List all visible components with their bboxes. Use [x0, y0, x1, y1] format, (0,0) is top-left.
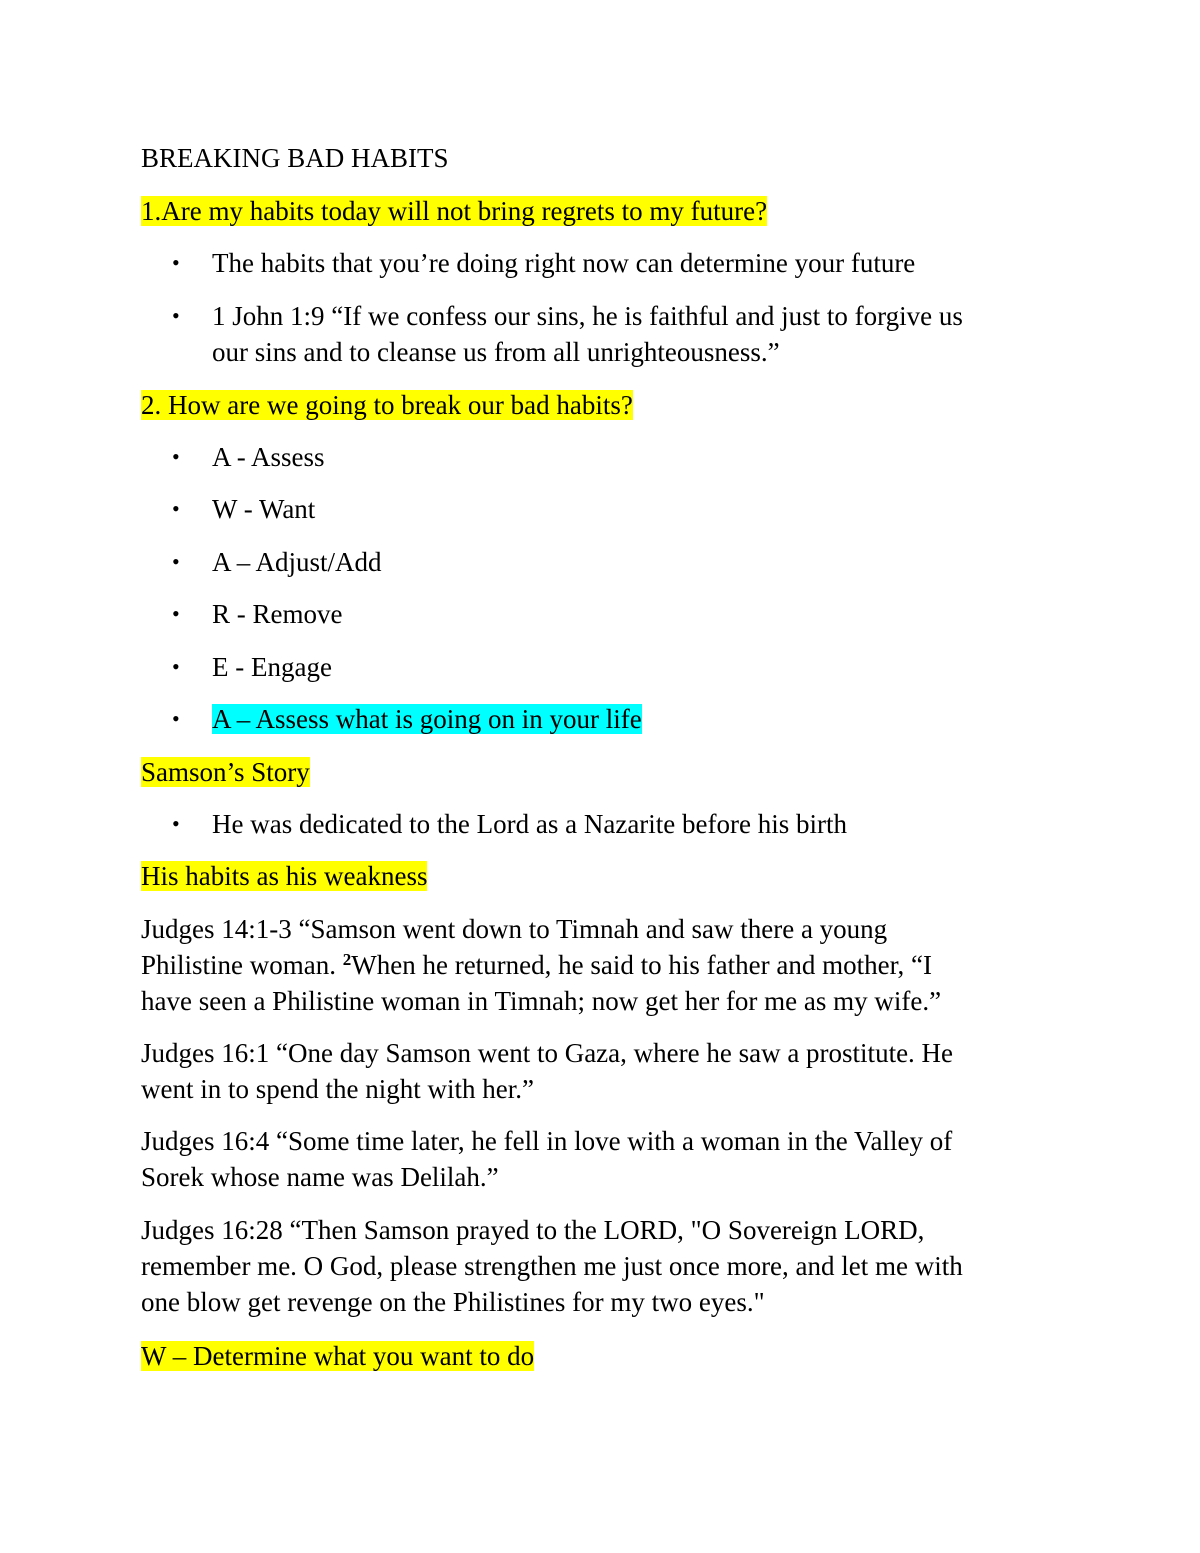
- verse-line: Judges 16:1 “One day Samson went to Gaza, where he saw a prostitute. He: [141, 1038, 954, 1068]
- bullet-icon: •: [172, 496, 180, 521]
- list-item: The habits that you’re doing right now can determine your future: [212, 248, 916, 278]
- verse-fragment: When he returned, he said to his father and mother, “I: [351, 950, 932, 980]
- verse-line: Sorek whose name was Delilah.”: [141, 1162, 499, 1192]
- list-item-highlighted: [212, 701, 642, 737]
- verse-line: [141, 947, 932, 983]
- weakness-heading: [141, 858, 427, 894]
- bullet-icon: •: [172, 654, 180, 679]
- bullet-icon: •: [172, 549, 180, 574]
- verse-line: remember me. O God, please strengthen me just once more, and let me with: [141, 1251, 963, 1281]
- verse-number: 2: [342, 950, 352, 969]
- verse-line: Judges 14:1-3 “Samson went down to Timnah and saw there a young: [141, 914, 888, 944]
- list-item: A – Adjust/Add: [212, 547, 382, 577]
- verse-fragment: Philistine woman.: [141, 950, 343, 980]
- weakness-text: His habits as his weakness: [141, 861, 428, 891]
- question-1-heading: [141, 193, 767, 229]
- document-title: BREAKING BAD HABITS: [141, 143, 449, 173]
- question-2-text: 2. How are we going to break our bad habits?: [141, 390, 633, 420]
- list-item: E - Engage: [212, 652, 332, 682]
- bullet-icon: •: [172, 444, 180, 469]
- bullet-icon: •: [172, 303, 180, 328]
- list-item-continuation: our sins and to cleanse us from all unrighteousness.”: [212, 337, 780, 367]
- list-item: A - Assess: [212, 442, 325, 472]
- verse-line: went in to spend the night with her.”: [141, 1074, 534, 1104]
- verse-line: Judges 16:4 “Some time later, he fell in love with a woman in the Valley of: [141, 1126, 953, 1156]
- verse-line: Judges 16:28 “Then Samson prayed to the LORD, "O Sovereign LORD,: [141, 1215, 925, 1245]
- samson-story-heading: [141, 754, 310, 790]
- question-1-text: 1.Are my habits today will not bring regrets to my future?: [141, 196, 768, 226]
- list-item: He was dedicated to the Lord as a Nazarite before his birth: [212, 809, 847, 839]
- w-heading: [141, 1338, 534, 1374]
- verse-line: one blow get revenge on the Philistines for my two eyes.": [141, 1287, 765, 1317]
- bullet-icon: •: [172, 250, 180, 275]
- bullet-icon: •: [172, 811, 180, 836]
- list-item: W - Want: [212, 494, 316, 524]
- assess-highlight-text: A – Assess what is going on in your life: [212, 704, 642, 734]
- question-2-heading: [141, 387, 633, 423]
- w-heading-text: W – Determine what you want to do: [141, 1341, 535, 1371]
- list-item: 1 John 1:9 “If we confess our sins, he is faithful and just to forgive us: [212, 301, 963, 331]
- verse-line: have seen a Philistine woman in Timnah; now get her for me as my wife.”: [141, 986, 942, 1016]
- samson-story-text: Samson’s Story: [141, 757, 310, 787]
- bullet-icon: •: [172, 601, 180, 626]
- list-item: R - Remove: [212, 599, 343, 629]
- bullet-icon: •: [172, 706, 180, 731]
